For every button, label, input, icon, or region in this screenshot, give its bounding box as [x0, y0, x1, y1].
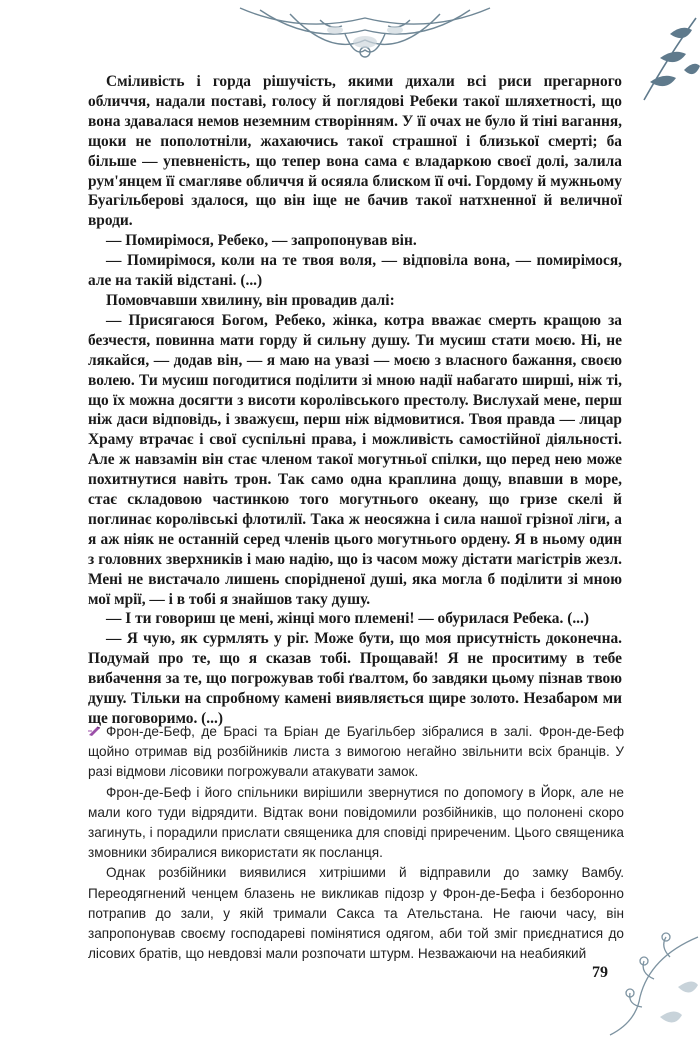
- summary-paragraph: [88, 722, 624, 783]
- excerpt-paragraph: — Я чую, як сурмлять у ріг. Може бути, що моя присутність доконечна. Подумай про те, що я сказав тобі. Прощавай! Я не проситиму в тебе вибачення за те, що погрожував тобі ґвалтом, бо завдяки цьому пізнав твою душу. Тільки на спробному камені виявляється щире золото. Незабаром ми ще поговоримо. (...): [88, 630, 622, 727]
- excerpt-paragraph: Помовчавши хвилину, він провадив далі:: [106, 291, 395, 309]
- summary-text: Фрон-де-Беф, де Брасі та Бріан де Буагільбер зібралися в залі. Фрон-де-Беф щойно отримав від розбійників листа з вимогою негайно звільнити всіх бранців. У разі відмови лісовики погрожували атакувати замок.: [88, 724, 624, 780]
- corner-floral-ornament-icon: [570, 927, 700, 1037]
- top-floral-ornament-icon: [230, 0, 500, 70]
- page-number: 79: [592, 964, 608, 981]
- pen-marker-icon: [88, 725, 102, 737]
- summary-paragraph: Однак розбійники виявилися хитрішими й відправили до замку Вамбу. Переодягнений ченцем блазень не викликав підозр у Фрон-де-Бефа і безборонно потрапив до зали, у якій тримали Сакса та Ательстана. Не гаючи часу, він запропонував своєму господареві помінятися одягом, аби той зміг приєднатися до лісових братів, що невдовзі мали розпочати штурм. Незважаючи на неабиякий: [88, 865, 624, 962]
- leaf-ornament-icon: [630, 14, 700, 104]
- plot-summary: [88, 722, 624, 964]
- excerpt-paragraph: — Присягаюся Богом, Ребеко, жінка, котра вважає смерть кращою за безчестя, повинна мати горду й сильну душу. Ти мусиш стати моєю. Ні, не лякайся, — додав він, — я маю на увазі — моєю з власного бажання, своєю волею. Ти мусиш погодитися поділити зі мною надії набагато ширші, ніж ті, що їх можна досягти з висоти королівського престолу. Вислухай мене, перш ніж даси відповідь, і зважуєш, перш ніж відмовитися. Твоя правда — лицар Храму втрачає і свої суспільні права, і можливість самостійної діяльності. Але ж навзамін він стає членом такої могутньої спілки, що перед нею може похитнутися навіть трон. Так само одна краплина дощу, впавши в море, стає складовою частинкою того могутнього океану, що гризе скелі й поглинає королівські флотилії. Така ж неосяжна і сила нашої грізної ліги, а я аж ніяк не останній серед членів цього могутнього ордену. Я в ньому один з головних зверхників і маю надію, що із часом можу дістати магістрів жезл. Мені не вистачало лишень спорідненої душі, яка могла б поділити зі мною мої мрії, — і в тобі я знайшов таку душу.: [88, 311, 622, 608]
- excerpt-paragraph: — Помирімося, коли на те твоя воля, — відповіла вона, — помирімося, але на такій відстані. (...): [88, 252, 622, 290]
- story-excerpt: [88, 72, 622, 729]
- summary-paragraph: Фрон-де-Беф і його спільники вирішили звернутися по допомогу в Йорк, але не мали кого туди відрядити. Відтак вони повідомили розбійників, що полонені скоро загинуть, і порадили прислати священика для сповіді приреченим. Цього священика змовники збиралися використати як посланця.: [88, 784, 624, 861]
- excerpt-paragraph: — І ти говориш це мені, жінці мого племені! — обурилася Ребека. (...): [106, 610, 589, 628]
- excerpt-paragraph: Сміливість і горда рішучість, якими дихали всі риси прегарного обличчя, надали поставі, голосу й поглядові Ребеки такої шляхетності, що вона здавалася немов неземним створінням. У її очах не було й тіні вагання, щоки не пополотніли, жахаючись такої страшної і близької смерті; ба більше — упевненість, що тепер вона сама є владаркою своєї долі, залила рум'янцем її смагляве обличчя й осяяла блиском її очі. Гордому й мужньому Буагільберові здалося, що він іще не бачив такої натхненної й величної вроди.: [88, 73, 622, 230]
- excerpt-paragraph: — Помирімося, Ребеко, — запропонував він.: [106, 232, 417, 250]
